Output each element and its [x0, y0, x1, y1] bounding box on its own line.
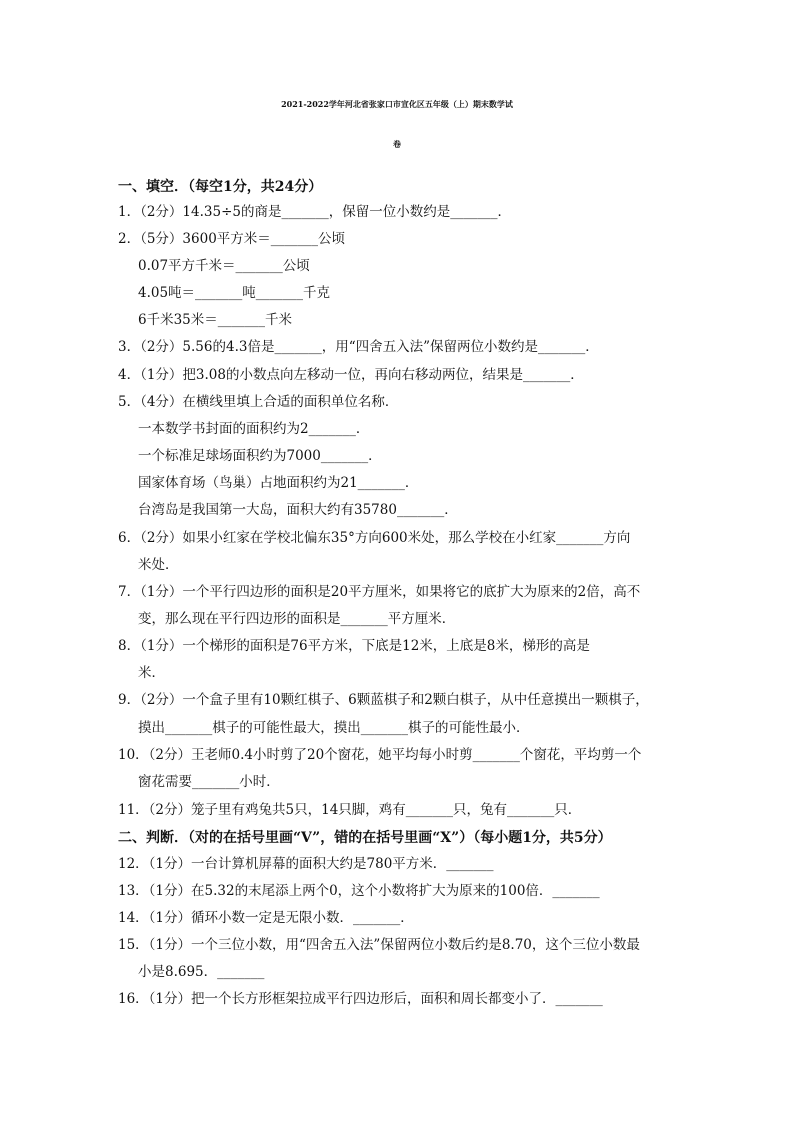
question-line: 米处．: [138, 557, 179, 573]
question-line: 6．（2分）如果小红家在学校北偏东35°方向600米处，那么学校在小红家_______方向: [118, 530, 631, 546]
question-line: 3．（2分）5.56的4.3倍是_______，用“四舍五入法”保留两位小数约是_______．: [118, 339, 599, 355]
question-line: 15．（1分）一个三位小数，用“四舍五入法”保留两位小数后约是8.70，这个三位小数最: [118, 937, 640, 953]
question-line: 12．（1分）一台计算机屏幕的面积大约是780平方米．_______: [118, 856, 494, 872]
question-line: 14．（1分）循环小数一定是无限小数．_______．: [118, 910, 414, 926]
question-line: 变，那么现在平行四边形的面积是_______平方厘米．: [138, 611, 456, 627]
question-line: 4.05吨＝_______吨_______千克: [138, 285, 331, 301]
question-line: 小是8.695．_______: [138, 964, 265, 980]
exam-title-line-1: 2021-2022学年河北省张家口市宣化区五年级（上）期末数学试: [281, 99, 513, 109]
question-line: 10．（2分）王老师0.4小时剪了20个窗花，她平均每小时剪_______个窗花，平均剪一个: [118, 747, 642, 763]
question-line: 一本数学书封面的面积约为2_______．: [138, 421, 370, 437]
question-line: 8．（1分）一个梯形的面积是76平方米，下底是12米，上底是8米，梯形的高是: [118, 638, 590, 654]
question-line: 2．（5分）3600平方米＝_______公顷: [118, 231, 346, 247]
question-line: 摸出_______棋子的可能性最大，摸出_______棋子的可能性最小．: [138, 720, 530, 736]
question-line: 11．（2分）笼子里有鸡兔共5只，14只脚，鸡有_______只，兔有_______只．: [118, 802, 582, 818]
question-line: 9．（2分）一个盒子里有10颗红棋子、6颗蓝棋子和2颗白棋子，从中任意摸出一颗棋子，: [118, 692, 649, 708]
question-line: 13．（1分）在5.32的末尾添上两个0，这个小数将扩大为原来的100倍．_______: [118, 883, 600, 899]
question-line: 台湾岛是我国第一大岛，面积大约有35780_______．: [138, 502, 458, 518]
exam-title-line-2: 卷: [393, 139, 401, 149]
question-line: 7．（1分）一个平行四边形的面积是20平方厘米，如果将它的底扩大为原来的2倍，高不: [118, 584, 641, 600]
question-line: 一个标准足球场面积约为7000_______．: [138, 448, 382, 464]
question-line: 窗花需要_______小时．: [138, 774, 280, 790]
question-line: 米．: [138, 665, 165, 681]
question-line: 6千米35米＝_______千米: [138, 312, 293, 328]
question-line: 0.07平方千米＝_______公顷: [138, 258, 310, 274]
section-heading-judge: 二、判断．（对的在括号里画“V”，错的在括号里画“X”）（每小题1分，共5分）: [118, 830, 612, 846]
section-heading-fill-blank: 一、填空．（每空1分，共24分）: [118, 179, 323, 195]
question-line: 5．（4分）在横线里填上合适的面积单位名称．: [118, 394, 399, 410]
question-line: 1．（2分）14.35÷5的商是_______，保留一位小数约是_______．: [118, 204, 511, 220]
question-line: 16．（1分）把一个长方形框架拉成平行四边形后，面积和周长都变小了．_______: [118, 991, 603, 1007]
question-line: 4．（1分）把3.08的小数点向左移动一位，再向右移动两位，结果是_______．: [118, 367, 584, 383]
question-line: 国家体育场（鸟巢）占地面积约为21_______．: [138, 475, 419, 491]
